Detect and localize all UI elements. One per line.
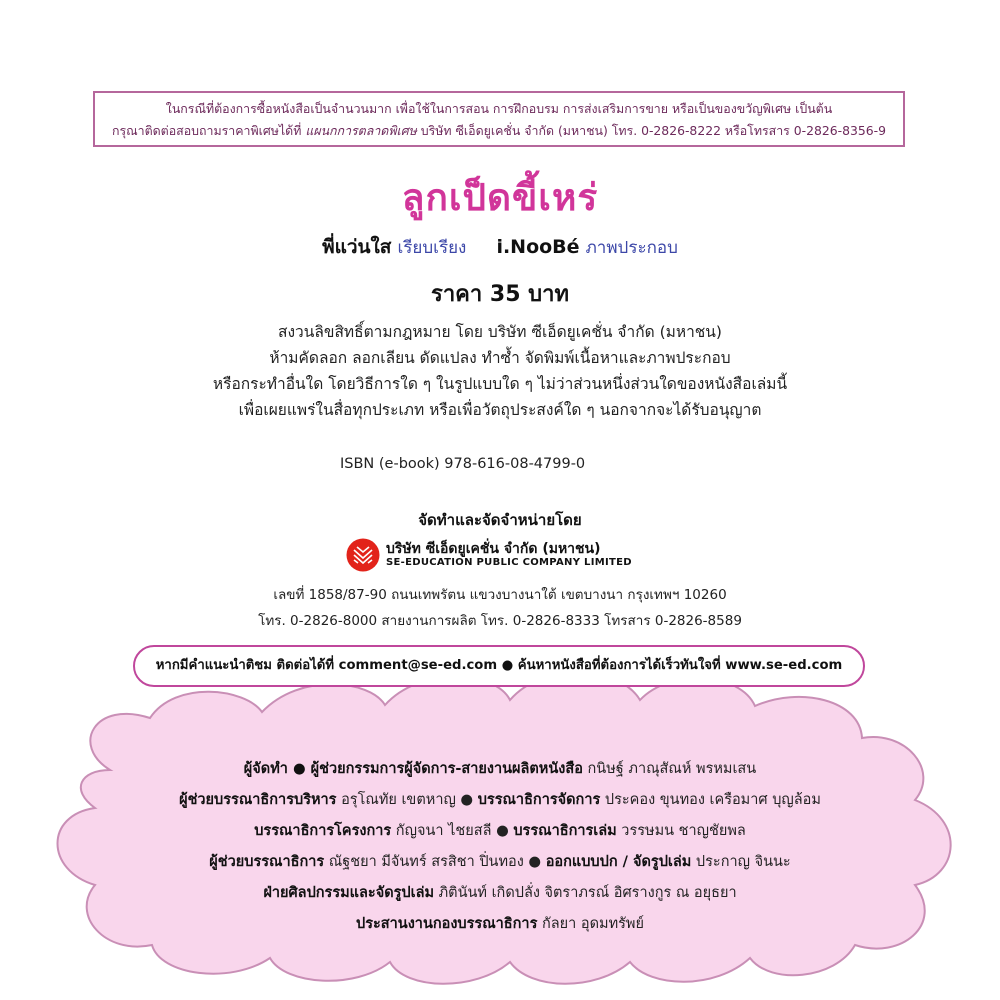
copyright-line: เพื่อเผยแพร่ในสื่อทุกประเภท หรือเพื่อวัตถุประสงค์ใด ๆ นอกจากจะได้รับอนุญาต bbox=[238, 401, 762, 419]
isbn: ISBN (e-book) 978-616-08-4799-0 bbox=[340, 456, 586, 472]
staff-names: กนิษฐ์ ภาณุสัณห์ พรหมเสน bbox=[582, 761, 757, 777]
notice-line-2-prefix: กรุณาติดต่อสอบถามราคาพิเศษได้ที่ bbox=[111, 123, 306, 138]
publisher-address bbox=[0, 582, 1000, 634]
staff-role: ประสานงานกองบรรณาธิการ bbox=[356, 916, 538, 932]
phone-line: โทร. 0-2826-8000 สายงานการผลิต โทร. 0-2826-8333 โทรสาร 0-2826-8589 bbox=[258, 613, 742, 629]
contact-banner: หากมีคำแนะนำติชม ติดต่อได้ที่ comment@se-ed.com ● ค้นหาหนังสือที่ต้องการได้เร็วทันใจที่ www.se-ed.com bbox=[133, 645, 865, 687]
staff-names: กัลยา อุดมทรัพย์ bbox=[537, 916, 644, 932]
se-ed-logo-icon bbox=[346, 538, 380, 572]
book-credits bbox=[0, 232, 1000, 263]
staff-names: ประคอง ขุนทอง เครือมาศ บุญล้อม bbox=[600, 792, 821, 808]
staff-role: ออกแบบปก / จัดรูปเล่ม bbox=[545, 854, 692, 870]
notice-line-2 bbox=[103, 120, 895, 142]
copyright-line: สงวนลิขสิทธิ์ตามกฎหมาย โดย บริษัท ซีเอ็ดยูเคชั่น จำกัด (มหาชน) bbox=[278, 323, 722, 341]
staff-role: บรรณาธิการจัดการ bbox=[477, 792, 601, 808]
publisher-name-en: SE-EDUCATION PUBLIC COMPANY LIMITED bbox=[386, 557, 632, 568]
staff-role: ผู้ช่วยบรรณาธิการบริหาร bbox=[179, 792, 337, 808]
author-name: พี่แว่นใส bbox=[322, 236, 392, 258]
staff-names: ภิตินันท์ เกิดปลั่ง จิตราภรณ์ อิศรางกูร ณ อยุธยา bbox=[434, 885, 737, 901]
staff-role: ผู้จัดทำ ● ผู้ช่วยกรรมการผู้จัดการ-สายงานผลิตหนังสือ bbox=[243, 761, 583, 777]
staff-names: วรรษมน ชาญชัยพล bbox=[616, 823, 746, 839]
notice-line-1: ในกรณีที่ต้องการซื้อหนังสือเป็นจำนวนมาก เพื่อใช้ในการสอน การฝึกอบรม การส่งเสริมการขาย หรือเป็นของขวัญพิเศษ เป็นต้น bbox=[165, 101, 833, 116]
publisher-name-th: บริษัท ซีเอ็ดยูเคชั่น จำกัด (มหาชน) bbox=[386, 541, 601, 557]
book-price: ราคา 35 บาท bbox=[431, 282, 569, 307]
staff-names: อรุโณทัย เขตหาญ ● bbox=[336, 792, 478, 808]
notice-line-2-suffix: บริษัท ซีเอ็ดยูเคชั่น จำกัด (มหาชน) โทร. 0-2826-8222 หรือโทรสาร 0-2826-8356-9 bbox=[416, 123, 887, 138]
copyright-notice bbox=[0, 319, 1000, 423]
staff-names: กัญจนา ไชยสลี ● bbox=[391, 823, 514, 839]
staff-row bbox=[0, 785, 1000, 816]
illustrator-name: i.NooBé bbox=[496, 236, 580, 258]
staff-role: ฝ่ายศิลปกรรมและจัดรูปเล่ม bbox=[263, 885, 435, 901]
staff-row bbox=[0, 754, 1000, 785]
staff-role: บรรณาธิการโครงการ bbox=[254, 823, 392, 839]
special-marketing-dept: แผนกการตลาดพิเศษ bbox=[305, 123, 417, 138]
author-role: เรียบเรียง bbox=[397, 238, 467, 258]
staff-row bbox=[0, 878, 1000, 909]
producer-label: จัดทำและจัดจำหน่ายโดย bbox=[418, 511, 582, 529]
staff-row bbox=[0, 909, 1000, 940]
staff-names: ประกาญ จินนะ bbox=[691, 854, 791, 870]
copyright-line: หรือกระทำอื่นใด โดยวิธีการใด ๆ ในรูปแบบใด ๆ ไม่ว่าส่วนหนึ่งส่วนใดของหนังสือเล่มนี้ bbox=[212, 375, 788, 393]
book-title: ลูกเป็ดขี้เหร่ bbox=[401, 176, 599, 219]
staff-row bbox=[0, 847, 1000, 878]
staff-names: ณัฐชยา มีจันทร์ สรสิชา ปิ่นทอง ● bbox=[324, 854, 546, 870]
illustrator-role: ภาพประกอบ bbox=[585, 238, 678, 258]
staff-row bbox=[0, 816, 1000, 847]
copyright-line: ห้ามคัดลอก ลอกเลียน ดัดแปลง ทำซ้ำ จัดพิมพ์เนื้อหาและภาพประกอบ bbox=[269, 349, 731, 367]
staff-role: ผู้ช่วยบรรณาธิการ bbox=[209, 854, 325, 870]
staff-credits bbox=[0, 754, 1000, 940]
bulk-order-notice bbox=[93, 91, 905, 147]
staff-role: บรรณาธิการเล่ม bbox=[513, 823, 617, 839]
address-line: เลขที่ 1858/87-90 ถนนเทพรัตน แขวงบางนาใต้ เขตบางนา กรุงเทพฯ 10260 bbox=[273, 587, 727, 603]
